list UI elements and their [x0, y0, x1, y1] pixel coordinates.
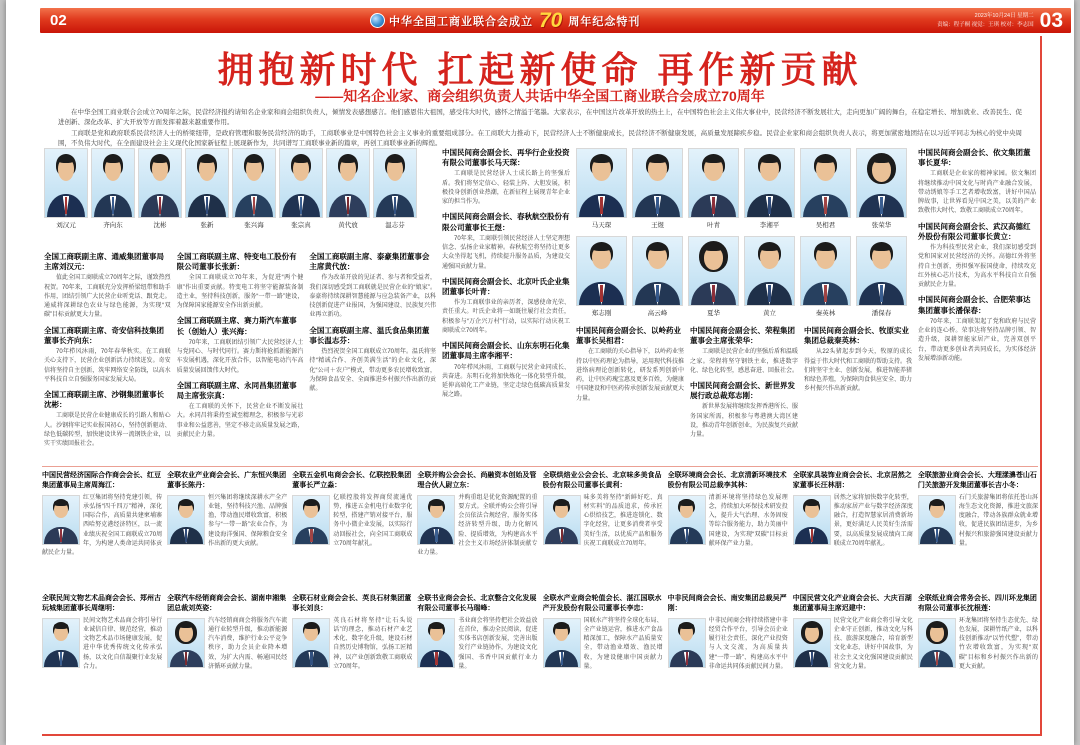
portrait-tie-shape	[435, 529, 437, 541]
portrait-fringe-shape	[199, 156, 216, 163]
article-heading: 中国民间商会副会长、荣程集团董事会主席张荣华：	[690, 326, 795, 346]
portrait-tie-shape	[811, 652, 813, 664]
portrait-photo	[668, 618, 706, 668]
issue-date: 2023年10月24日 星期二	[974, 13, 1034, 20]
portrait-tie-shape	[656, 197, 659, 215]
article-heading: 中国民间商会副会长、以岭药业董事长吴相君：	[576, 326, 681, 346]
photo-grid-row2	[576, 236, 912, 317]
portrait-tie-shape	[880, 285, 883, 303]
article-body: 味多美将坚持“新鲜好吃、真材实料”的品质追求，传承匠心烘焙技艺，推进连锁化、数字化经营，让更多消费者享受美好生活，以优质产品和服务庆祝工商联成立70周年。	[583, 494, 663, 548]
portrait-caption: 马天琛	[591, 222, 612, 229]
article-heading: 全国工商联副主席、温氏食品集团董事长温志芬：	[309, 325, 430, 345]
portrait-caption: 吴相君	[815, 222, 836, 229]
article-body: 恒兴集团将继续深耕水产全产业链，坚持科技兴渔、品牌强渔，带动渔民增收致富，积极参与“一带一路”农业合作，为建设海洋强国、保障粮食安全作出新的更大贡献。	[208, 494, 288, 548]
photo-grid-row1	[576, 148, 912, 229]
portrait-photo	[42, 618, 80, 668]
newspaper-spread	[6, 0, 1074, 745]
portrait-photo	[326, 148, 370, 218]
portrait-fringe-shape	[429, 623, 443, 628]
portrait-fringe-shape	[152, 156, 169, 163]
article-body-wrap	[543, 617, 663, 673]
portrait-caption: 夏华	[707, 310, 720, 317]
portrait-tie-shape	[310, 652, 312, 664]
portrait-tie-shape	[880, 197, 883, 215]
issue-info	[937, 12, 1034, 29]
intro-block	[58, 108, 1022, 150]
portrait-card	[326, 148, 370, 229]
article-body: 70年来，工商联架起了党和政府与民营企业的连心桥。荣事达将坚持品牌引领、智造升级，深耕智能家居产业，完善双创平台，带动更多创业者共同成长，为实体经济发展增添新动能。	[918, 318, 1036, 362]
portrait-photo	[856, 148, 907, 218]
portrait-photo	[668, 495, 706, 545]
portrait-fringe-shape	[648, 244, 668, 251]
article-heading: 全联书业商会会长、北京整合文化发展有限公司董事长马瑞峰：	[417, 595, 537, 612]
portrait-card	[688, 236, 739, 317]
portrait-photo	[576, 236, 627, 306]
article-heading: 全国工商联副主席、沙钢集团董事长沈彬：	[44, 390, 164, 410]
portrait-photo	[417, 495, 455, 545]
article-heading: 全联并购公会会长、尚融资本创始及管理合伙人尉立东：	[417, 472, 537, 489]
portrait-caption: 张荣华	[871, 222, 892, 229]
article-column	[804, 326, 912, 460]
intro-paragraph: 在中华全国工商业联合会成立70周年之际，民营经济报约请知名企业家和商会组织负责人，倾情发表感想感言。他们感恩伟大祖国，感受伟大时代，感怀之情溢于笔墨。大家表示，在中国这片改革开放的热土上，在中国特色社会主义伟大事业中，民营经济不断发展壮大，走向更加广阔的舞台，在稳定增长、增加就业、改善民生、促进创新、深化改革、扩大开放等方面发挥着越来越重要作用。	[58, 109, 1022, 127]
masthead-bar	[40, 8, 1071, 33]
portrait-photo	[800, 148, 851, 218]
upper-left-columns	[44, 252, 436, 460]
article-heading: 全联农业产业商会会长、广东恒兴集团董事长陈丹：	[167, 472, 287, 489]
portrait-fringe-shape	[340, 156, 357, 163]
portrait-tie-shape	[824, 285, 827, 303]
article-heading: 中国民间商会副会长、新世界发展行政总裁郑志刚：	[690, 381, 795, 401]
portrait-caption: 温志芬	[385, 222, 405, 229]
portrait-fringe-shape	[105, 156, 122, 163]
portrait-card	[856, 148, 907, 229]
portrait-caption: 秦英林	[815, 310, 836, 317]
portrait-tie-shape	[824, 197, 827, 215]
portrait-caption: 刘汉元	[56, 222, 76, 229]
bottom-article	[918, 471, 1038, 588]
portrait-caption: 黄立	[763, 310, 776, 317]
article-body: 民间文物艺术品商会将引导行业诚信自律、规范经营，推动文物艺术品市场健康发展，促进中华优秀传统文化传承弘扬，以文化自信凝聚行业发展合力。	[83, 617, 163, 671]
bottom-article	[668, 471, 788, 588]
portrait-tie-shape	[712, 285, 715, 303]
portrait-card	[744, 148, 795, 229]
portrait-tie-shape	[600, 197, 603, 215]
portrait-card	[91, 148, 135, 229]
article-body-wrap	[42, 494, 162, 559]
bottom-article	[42, 594, 162, 732]
article-heading: 中国民间商会副会长、合肥荣事达集团董事长潘保春：	[918, 295, 1031, 315]
article-heading: 全国工商联副主席、赛力斯汽车董事长（创始人）张兴海：	[176, 316, 297, 336]
article-body-wrap	[918, 617, 1038, 673]
portrait-card	[688, 148, 739, 229]
portrait-photo	[292, 618, 330, 668]
portrait-fringe-shape	[679, 623, 693, 628]
portrait-tie-shape	[65, 197, 68, 215]
portrait-card	[632, 236, 683, 317]
portrait-fringe-shape	[679, 500, 693, 505]
portrait-fringe-shape	[592, 244, 612, 251]
portrait-tie-shape	[561, 652, 563, 664]
portrait-card	[232, 148, 276, 229]
article-body: 并购重组是优化资源配置的重要方式。全联并购公会将引导会员依法合规经营，服务实体经济转型升级，助力化解风险、提质增效，为构建高水平社会主义市场经济体制贡献专业力量。	[417, 494, 538, 557]
portrait-photo	[632, 236, 683, 306]
portrait-fringe-shape	[387, 156, 404, 163]
portrait-tie-shape	[253, 197, 256, 215]
bottom-article	[292, 594, 412, 732]
portrait-caption: 张新	[200, 222, 214, 229]
article-heading: 全国工商联副主席、泰豪集团董事会主席黄代放：	[309, 252, 430, 272]
portrait-caption: 郑志刚	[591, 310, 612, 317]
portrait-tie-shape	[60, 652, 62, 664]
article-body: 在工商联的关怀下，民营企业不断发展壮大。永同昌将秉持至诚至精理念，积极参与光彩事业和公益慈善，坚定不移走高质量发展之路，贡献民企力量。	[176, 404, 304, 439]
portrait-fringe-shape	[816, 244, 836, 251]
article-heading: 全国工商联副主席、特变电工股份有限公司董事长张新：	[176, 252, 297, 272]
bottom-article	[292, 471, 412, 588]
article-body: 新世界发展将继续发挥香港所长、服务国家所需，积极参与粤港澳大湾区建设，推动青年创新创业，为民族复兴贡献力量。	[690, 404, 798, 439]
article-heading: 全联石材业商会会长、英良石材集团董事长刘良：	[292, 595, 412, 612]
portrait-fringe-shape	[648, 156, 668, 163]
article-body: 70年来，工商联引领民营经济人士坚定理想信念、弘扬企业家精神。春秋航空将坚持让更多大众坐得起飞机，持续提升服务品质，为建设交通强国贡献力量。	[442, 235, 570, 270]
portrait-fringe-shape	[805, 500, 819, 505]
portrait-fringe-shape	[429, 500, 443, 505]
article-heading: 中国民间商会副会长、山东东明石化集团董事局主席李湘平：	[442, 341, 570, 361]
article-heading: 中非民间商会会长、南安集团总裁吴严刚：	[667, 595, 787, 612]
portrait-photo	[800, 236, 851, 306]
article-body: 工商联是民营经济人士成长路上的坚强后盾。我们将坚定信心、轻装上阵、大胆发展，积极投身创新创业热潮，在新征程上展现青年企业家的担当作为。	[442, 171, 570, 206]
portrait-photo	[793, 495, 831, 545]
portrait-photo	[688, 148, 739, 218]
portrait-fringe-shape	[54, 623, 68, 628]
bottom-article	[793, 471, 913, 588]
article-body: 中非民间商会将持续搭建中非经贸合作平台，引导会员企业履行社会责任，深化产业投资与人文交流，为高质量共建“一带一路”、构建高水平中非命运共同体贡献民间力量。	[708, 617, 788, 671]
article-body: 工商联是民营企业的坚强后盾和温暖之家。荣程将坚守钢铁主业，推进数字化、绿色化转型，感恩奋进、回报社会。	[690, 349, 798, 374]
portrait-fringe-shape	[554, 623, 568, 628]
article-body-wrap	[167, 617, 287, 673]
article-heading: 全联烘焙业公会会长、北京味多美食品股份有限公司董事长黄利：	[542, 472, 662, 489]
portrait-tie-shape	[310, 529, 312, 541]
article-body: 从22头猪起步到今天，牧原的成长得益于伟大时代和工商联的帮助支持。我们将坚守主业、创新发展，推进智能养猪和绿色养殖，为保障肉食供应安全、助力乡村振兴作出新贡献。	[804, 349, 912, 393]
article-heading: 中国民间商会副会长、春秋航空股份有限公司董事长王煜：	[442, 212, 570, 232]
portrait-card	[800, 236, 851, 317]
portrait-fringe-shape	[293, 156, 310, 163]
portrait-tie-shape	[561, 529, 563, 541]
article-body: 作为工商联事业的亲历者，深感使命光荣、责任重大。叶氏企业将一如既往履行社会责任，积极参与“万企兴万村”行动，以实际行动庆祝工商联成立70周年。	[442, 300, 570, 335]
portrait-card	[138, 148, 182, 229]
portrait-tie-shape	[686, 529, 688, 541]
page-number-right: 03	[1039, 8, 1063, 32]
portrait-tie-shape	[206, 197, 209, 215]
article-body: 70年来，工商联团结引领广大民营经济人士与党同心、与时代同行。赛力斯将抢抓新能源汽车发展机遇，深化开放合作，以智能电动汽车高质量发展回馈伟大时代。	[176, 339, 304, 374]
upper-section	[42, 148, 1038, 460]
portrait-photo	[576, 148, 627, 218]
intro-paragraph: 工商联是党和政府联系民营经济人士的桥梁纽带，是政府管理和服务民营经济的助手，工商联事业是中国特色社会主义事业的重要组成部分。在工商联大力推动下，民营经济人士不断健康成长，民营经济不断健康发展，高质量发展蹄疾步稳。民营企业家和商会组织负责人表示，将更加紧密地团结在以习近平同志为核心的党中央周围，不负伟大时代，在全面建设社会主义现代化国家新征程上展现新作为，共同谱写工商联事业新的篇章，再创工商联事业新的辉煌。	[58, 129, 1022, 148]
acfic-logo-icon	[370, 13, 385, 28]
portrait-fringe-shape	[805, 623, 819, 628]
issue-staff: 责编：程子桐 视觉：王琪 校对：李志国	[937, 21, 1034, 28]
article-body-wrap	[668, 617, 788, 673]
portrait-fringe-shape	[930, 500, 944, 505]
article-body: 亿联控股将发挥商贸流通优势，推进五金机电行业数字化转型，搭建产销对接平台，服务中小微企业发展，以实际行动回报社会，向全国工商联成立70周年献礼。	[333, 494, 413, 548]
portrait-fringe-shape	[179, 623, 193, 628]
article-heading: 中国民营文化产业商会会长、大庆百湖集团董事局主席迟建中：	[792, 595, 912, 612]
article-heading: 中国民间商会副会长、牧原实业集团总裁秦英林：	[804, 326, 909, 346]
portrait-fringe-shape	[872, 155, 892, 162]
portrait-fringe-shape	[760, 244, 780, 251]
portrait-caption: 张宗真	[291, 222, 311, 229]
article-body: 作为改革开放的见证者、参与者和受益者，我们深切感受到工商联就是民营企业的“娘家”。泰豪将持续深耕智慧能源与应急装备产业，以科技创新促进产业报国，为强国建设、民族复兴伟业再立新功。	[309, 275, 437, 319]
portrait-photo	[167, 495, 205, 545]
portrait-tie-shape	[112, 197, 115, 215]
portrait-photo	[417, 618, 455, 668]
article-body-wrap	[417, 494, 537, 559]
bottom-article	[42, 471, 162, 588]
portrait-photo	[138, 148, 182, 218]
article-body: 工商联是民营企业健康成长的引路人和贴心人。沙钢将牢记实业报国初心，坚持创新驱动、绿色低碳转型，加快建设世界一流钢铁企业，以实干实绩回报社会。	[44, 413, 171, 448]
masthead-title	[370, 9, 640, 33]
article-column	[309, 252, 436, 460]
article-heading: 全联五金机电商会会长、亿联控股集团董事长严立淼：	[292, 472, 412, 489]
portrait-photo	[292, 495, 330, 545]
article-body-wrap	[918, 494, 1038, 550]
portrait-caption: 高云峰	[647, 310, 668, 317]
page-number-left: 02	[50, 12, 67, 29]
article-body: 居然之家将加快数字化转型，推动家居产业与数字经济深度融合，打造智慧家居消费新场景，更好满足人民美好生活需要，以高质量发展成绩向工商联成立70周年献礼。	[833, 494, 913, 548]
portrait-fringe-shape	[872, 244, 892, 251]
portrait-photo	[744, 148, 795, 218]
portrait-caption: 李湘平	[759, 222, 780, 229]
portrait-fringe-shape	[704, 243, 724, 250]
article-heading: 全国工商联副主席、永同昌集团董事局主席张宗真：	[176, 380, 297, 400]
article-body: 环龙集团将坚持生态优先、绿色发展，深耕竹纸产业，以科技创新推动“以竹代塑”，带动竹农增收致富，为实现“双碳”目标和乡村振兴作出新的更大贡献。	[958, 617, 1038, 671]
portrait-photo	[688, 236, 739, 306]
article-body-wrap	[793, 494, 913, 550]
article-body: 民营文化产业商会将引导文化企业守正创新，推动文化与科技、旅游深度融合，培育新型文化业态，讲好中国故事，为社会主义文化强国建设贡献民营文化力量。	[833, 617, 913, 671]
portrait-tie-shape	[600, 285, 603, 303]
article-body: 汽车经销商商会将服务汽车流通行业转型升级，推动新能源汽车消费，维护行业公平竞争秩序，助力会员企业降本增效，为扩大内需、畅通国民经济循环贡献力量。	[208, 617, 288, 671]
portrait-photo	[44, 148, 88, 218]
portrait-fringe-shape	[816, 156, 836, 163]
article-heading: 全联水产业商会轮值会长、湛江国联水产开发股份有限公司董事长李忠：	[542, 595, 662, 612]
upper-right-column	[918, 148, 1036, 460]
portrait-caption: 潘保春	[871, 310, 892, 317]
bottom-article	[668, 594, 788, 732]
portrait-photo	[279, 148, 323, 218]
article-heading: 全联汽车经销商商会会长、湖南申湘集团总裁刘英姿：	[167, 595, 287, 612]
portrait-tie-shape	[435, 652, 437, 664]
portrait-photo	[632, 148, 683, 218]
portrait-caption: 王煜	[651, 222, 664, 229]
article-body: 工商联是企业家的精神家园。依文集团将继续推动中国文化与时尚产业融合发展，带动绣娘等手工艺者增收致富，讲好中国品牌故事，让世界看见中国之美，以美的产业致敬伟大时代、致敬工商联成立70周年。	[918, 171, 1036, 215]
article-body-wrap	[793, 617, 913, 673]
portrait-fringe-shape	[554, 500, 568, 505]
article-body: 英良石材将坚持“让石头说话”的理念，推动石材产业艺术化、数字化升级，建设石材自然历史博物馆，弘扬工匠精神，以产业创新致敬工商联成立70周年。	[333, 617, 413, 671]
portrait-caption: 张兴海	[244, 222, 264, 229]
sub-headline: ——知名企业家、商会组织负责人共话中华全国工商业联合会成立70周年	[315, 88, 765, 104]
portrait-caption: 叶青	[707, 222, 720, 229]
portrait-photo	[167, 618, 205, 668]
masthead-prefix: 中华全国工商业联合会成立	[389, 15, 533, 28]
portrait-card	[800, 148, 851, 229]
portrait-card	[856, 236, 907, 317]
portrait-fringe-shape	[304, 623, 318, 628]
article-heading: 中国民间商会副会长、依文集团董事长夏华：	[918, 148, 1031, 168]
left-photo-strip	[44, 148, 436, 229]
portrait-card	[744, 236, 795, 317]
portrait-fringe-shape	[930, 623, 944, 628]
article-heading: 全国工商联副主席、通威集团董事局主席刘汉元：	[44, 252, 164, 272]
bottom-article	[543, 594, 663, 732]
portrait-tie-shape	[185, 529, 187, 541]
article-body-wrap	[292, 617, 412, 673]
portrait-photo	[918, 618, 956, 668]
bottom-row-1	[42, 466, 1038, 588]
article-column	[44, 252, 171, 460]
article-heading: 全联纸业商会常务会长、四川环龙集团有限公司董事长沈根莲：	[917, 595, 1037, 612]
article-body-wrap	[417, 617, 537, 673]
portrait-tie-shape	[768, 285, 771, 303]
article-heading: 中国民间商会副会长、武汉高德红外股份有限公司董事长黄立：	[918, 221, 1031, 241]
article-heading: 中国民营经济国际合作商会会长、红豆集团董事局主席周海江：	[42, 472, 161, 489]
bottom-article	[417, 594, 537, 732]
portrait-tie-shape	[656, 285, 659, 303]
bottom-row-2	[42, 594, 1038, 732]
portrait-card	[632, 148, 683, 229]
article-body: 70年栉风沐雨，70年春华秋实。在工商联关心支持下，民营企业创新活力持续迸发。奇安信将坚持自主创新，筑牢网络安全防线，以高水平科技自立自强服务国家发展大局。	[44, 348, 171, 383]
portrait-photo	[232, 148, 276, 218]
bottom-article	[543, 471, 663, 588]
main-headline: 拥抱新时代 扛起新使命 再作新贡献	[217, 49, 863, 90]
masthead-suffix: 周年纪念特刊	[568, 15, 641, 28]
article-body-wrap	[668, 494, 788, 550]
portrait-photo	[543, 618, 581, 668]
article-column	[576, 326, 684, 460]
portrait-fringe-shape	[760, 156, 780, 163]
article-body: 热烈祝贺全国工商联成立70周年。温氏将坚持“精诚合作、齐创美满生活”的企业文化，深化“公司＋农户”模式，带动更多农民增收致富，为保障食品安全、全面推进乡村振兴作出新的贡献。	[309, 348, 437, 393]
article-column	[690, 326, 798, 460]
portrait-tie-shape	[686, 652, 688, 664]
article-heading: 全联旅游业商会会长、大理漾濞苍山石门关旅游开发集团董事长吉小冬：	[917, 472, 1037, 489]
article-body: 清新环境将坚持绿色发展理念，持续加大环保技术研发投入，提升大气治理、水务固废等综合服务能力，助力美丽中国建设，为实现“双碳”目标贡献环保产业力量。	[708, 494, 788, 548]
portrait-tie-shape	[936, 529, 938, 541]
bottom-article	[918, 594, 1038, 732]
portrait-caption: 黄代放	[338, 222, 358, 229]
bottom-article	[793, 594, 913, 732]
portrait-photo	[185, 148, 229, 218]
portrait-fringe-shape	[246, 156, 263, 163]
article-heading: 全联环境商会会长、北京清新环境技术股份有限公司总裁李其林：	[667, 472, 787, 489]
masthead-right	[937, 9, 1071, 33]
article-body: 石门关旅游集团将依托苍山洱海生态文化资源，推进文旅深度融合，带动各族群众就业增收，促进民族团结进步，为乡村振兴和旅游强国建设贡献力量。	[958, 494, 1038, 548]
article-body-wrap	[167, 494, 287, 550]
portrait-tie-shape	[159, 197, 162, 215]
portrait-card	[279, 148, 323, 229]
portrait-fringe-shape	[54, 500, 68, 505]
article-body: 70年栉风沐雨，工商联与民营企业同成长、共奋进。东明石化将加快炼化一体化转型升级，延伸高端化工产业链，坚定走绿色低碳高质量发展之路。	[442, 364, 570, 399]
bottom-article	[167, 471, 287, 588]
portrait-caption: 沈彬	[153, 222, 167, 229]
portrait-fringe-shape	[704, 156, 724, 163]
page-content	[42, 36, 1042, 736]
article-body-wrap	[42, 617, 162, 673]
article-body: 书业商会将坚持把社会效益放在首位，推动全民阅读，促进实体书店创新发展，完善出版发行产业链协作，为建设文化强国、书香中国贡献行业力量。	[458, 617, 538, 671]
portrait-photo	[918, 495, 956, 545]
portrait-tie-shape	[712, 197, 715, 215]
portrait-tie-shape	[811, 529, 813, 541]
article-body: 国联水产将坚持全球化布局、全产业链运营，推进水产食品精深加工，保障水产品质量安全，带动渔业增效、渔民增收，为建设健康中国贡献力量。	[583, 617, 663, 671]
portrait-card	[576, 148, 627, 229]
bottom-article	[417, 471, 537, 588]
article-heading: 中国民间商会副会长、北京叶氏企业集团董事长叶青：	[442, 276, 570, 296]
portrait-photo	[543, 495, 581, 545]
under-grid-columns	[576, 326, 912, 460]
portrait-tie-shape	[185, 652, 187, 664]
bottom-article	[167, 594, 287, 732]
article-body-wrap	[543, 494, 663, 550]
article-body: 全国工商联成立70年来，为促进“两个健康”作出重要贡献。特变电工将坚守能源装备制造主业，坚持科技创新，服务“一带一路”建设，为保障国家能源安全作出新贡献。	[176, 275, 304, 310]
portrait-tie-shape	[300, 197, 303, 215]
portrait-photo	[373, 148, 417, 218]
portrait-fringe-shape	[592, 156, 612, 163]
article-body: 在工商联的关心指导下，以岭药业坚持以中医药理论为指导，运用现代科技推进络病理论创新转化，研发系列创新中药，让中医药瑰宝惠及更多百姓，为健康中国建设和中医药传承创新发展贡献更大力量。	[576, 349, 684, 402]
portrait-photo	[42, 495, 80, 545]
portrait-photo	[744, 236, 795, 306]
article-heading: 中国民间商会副会长、再华行企业投资有限公司董事长马天琛：	[442, 148, 570, 168]
article-heading: 全联家具装饰业商会会长、北京居然之家董事长汪林朋：	[792, 472, 912, 489]
portrait-photo	[793, 618, 831, 668]
portrait-photo	[856, 236, 907, 306]
portrait-tie-shape	[936, 652, 938, 664]
portrait-tie-shape	[60, 529, 62, 541]
upper-middle-column	[442, 148, 570, 460]
article-body: 作为科技型民营企业，我们深切感受到党和国家对民营经济的关怀。高德红外将坚持自主创新，勇担强军报国使命，持续攻克红外核心芯片技术，为高水平科技自立自强贡献民企力量。	[918, 244, 1036, 289]
article-column	[177, 252, 304, 460]
article-body: 红豆集团将坚持党建引领，传承弘扬“四千四万”精神，深化国际合作，高质量共建柬埔寨西哈努克港经济特区，以一流业绩庆祝全国工商联成立70周年，为构建人类命运共同体贡献民企力量。	[42, 494, 163, 557]
portrait-tie-shape	[347, 197, 350, 215]
portrait-card	[373, 148, 417, 229]
portrait-tie-shape	[394, 197, 397, 215]
article-heading: 全联民间文物艺术品商会会长、郑州古玩城集团董事长周继明：	[42, 595, 161, 612]
portrait-card	[44, 148, 88, 229]
portrait-fringe-shape	[179, 500, 193, 505]
portrait-caption: 齐向东	[103, 222, 123, 229]
portrait-tie-shape	[768, 197, 771, 215]
portrait-fringe-shape	[304, 500, 318, 505]
portrait-fringe-shape	[58, 156, 75, 163]
masthead-70: 70	[539, 8, 563, 32]
article-heading: 全国工商联副主席、奇安信科技集团董事长齐向东：	[44, 325, 164, 345]
portrait-card	[185, 148, 229, 229]
article-body: 值此全国工商联成立70周年之际，谨致热烈祝贺。70年来，工商联充分发挥桥梁纽带和助手作用，团结引领广大民营企业听党话、跟党走。通威将深耕绿色农业与绿色能源，为实现“双碳”目标贡献更大力量。	[44, 275, 171, 319]
portrait-photo	[91, 148, 135, 218]
portrait-card	[576, 236, 627, 317]
article-body-wrap	[292, 494, 412, 550]
